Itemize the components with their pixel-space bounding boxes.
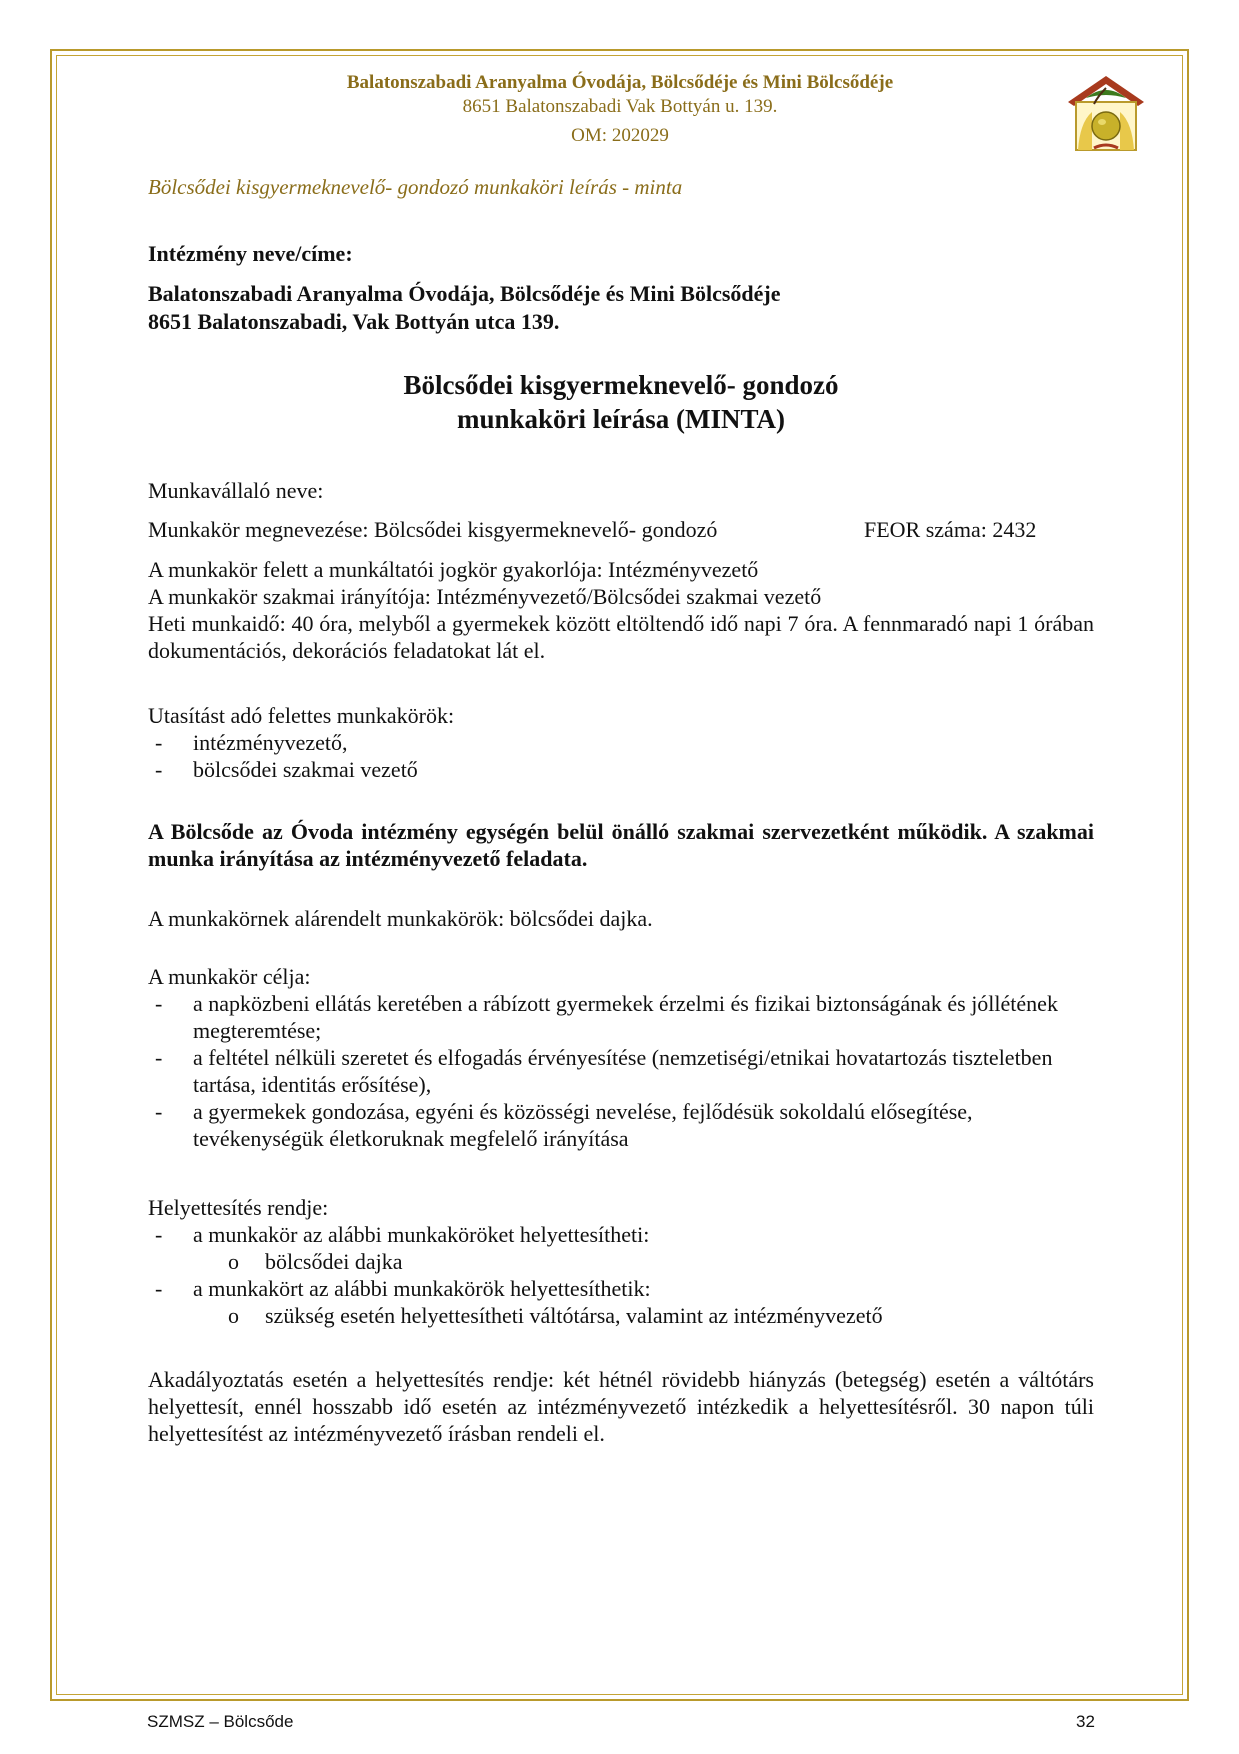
footer-left: SZMSZ – Bölcsőde <box>147 1712 294 1731</box>
list-item: - a feltétel nélküli szeretet és elfogadás érvényesítése (nemzetiségi/etnikai hovatartozás tiszteletben tartása, identitás erősítése), <box>148 1044 1094 1098</box>
substitution-label: Helyettesítés rendje: <box>148 1195 329 1220</box>
header-om: OM: 202029 <box>571 125 669 146</box>
substitution-sublist <box>148 1248 1094 1275</box>
job-title-row <box>148 516 1094 543</box>
substitution-sublist <box>148 1302 1094 1329</box>
header-institution-name: Balatonszabadi Aranyalma Óvodája, Bölcsődéje és Mini Bölcsődéje <box>346 72 894 93</box>
job-title: Munkakör megnevezése: Bölcsődei kisgyermeknevelő- gondozó <box>148 517 718 542</box>
substitution-list <box>148 1221 1094 1248</box>
list-item: - a gyermekek gondozása, egyéni és közösségi nevelése, fejlődésük sokoldalú elősegítése, tevékenységük életkoruknak megfelelő irányítása <box>148 1098 1094 1152</box>
list-item: - bölcsődei szakmai vezető <box>148 756 1094 783</box>
employee-name-label: Munkavállaló neve: <box>148 478 324 503</box>
title-line-1: Bölcsődei kisgyermeknevelő- gondozó <box>403 370 839 400</box>
sub-list-item: o szükség esetén helyettesítheti váltótársa, valamint az intézményvezető <box>148 1302 1094 1329</box>
substitution-section <box>148 1194 1094 1329</box>
professional-lead: A munkakör szakmai irányítója: Intézményvezető/Bölcsődei szakmai vezető <box>148 584 822 609</box>
sub-list-item: o bölcsődei dajka <box>148 1248 1094 1275</box>
weekly-hours: Heti munkaidő: 40 óra, melyből a gyermekek között eltöltendő idő napi 7 óra. A fennmaradó napi 1 órában dokumentációs, dekorációs feladatokat lát el. <box>148 611 1094 663</box>
substitution-list <box>148 1275 1094 1302</box>
feor-number: FEOR száma: 2432 <box>864 517 1037 542</box>
employment-info <box>148 556 1094 664</box>
subordinates: A munkakörnek alárendelt munkakörök: bölcsődei dajka. <box>148 906 653 931</box>
employer-rights: A munkakör felett a munkáltatói jogkör gyakorlója: Intézményvezető <box>148 557 759 582</box>
list-item: - a napközbeni ellátás keretében a rábízott gyermekek érzelmi és fizikai biztonságának és jóllétének megteremtése; <box>148 990 1094 1044</box>
impediment-paragraph: Akadályoztatás esetén a helyettesítés rendje: két hétnél rövidebb hiányzás (betegség) esetén a váltótárs helyettesít, ennél hosszabb idő esetén az intézményvezető intézkedik a helyettesítésről. 30 napon túli helyettesítést az intézményvezető írásban rendeli el. <box>148 1367 1094 1446</box>
list-item: - a munkakört az alábbi munkakörök helyettesíthetik: <box>148 1275 1094 1302</box>
institution-heading: Intézmény neve/címe: <box>148 241 353 266</box>
document-title <box>148 368 1094 436</box>
goals-list <box>148 990 1094 1152</box>
superiors-section <box>148 702 1094 783</box>
institution-address: 8651 Balatonszabadi, Vak Bottyán utca 139. <box>148 309 560 334</box>
superiors-list <box>148 729 1094 783</box>
goals-label: A munkakör célja: <box>148 964 311 989</box>
header-address: 8651 Balatonszabadi Vak Bottyán u. 139. <box>462 96 778 117</box>
goals-section <box>148 963 1094 1152</box>
document-subtitle: Bölcsődei kisgyermeknevelő- gondozó munkaköri leírás - minta <box>148 175 683 199</box>
title-line-2: munkaköri leírása (MINTA) <box>457 404 785 434</box>
list-item: - a munkakör az alábbi munkaköröket helyettesítheti: <box>148 1221 1094 1248</box>
institution-name: Balatonszabadi Aranyalma Óvodája, Bölcsődéje és Mini Bölcsődéje <box>148 281 781 306</box>
bold-statement: A Bölcsőde az Óvoda intézmény egységén belül önálló szakmai szervezetként működik. A szakmai munka irányítása az intézményvezető feladata. <box>148 819 1094 871</box>
superiors-label: Utasítást adó felettes munkakörök: <box>148 703 455 728</box>
list-item: - intézményvezető, <box>148 729 1094 756</box>
institution-logo <box>1058 62 1154 158</box>
page-number: 32 <box>1076 1712 1095 1731</box>
